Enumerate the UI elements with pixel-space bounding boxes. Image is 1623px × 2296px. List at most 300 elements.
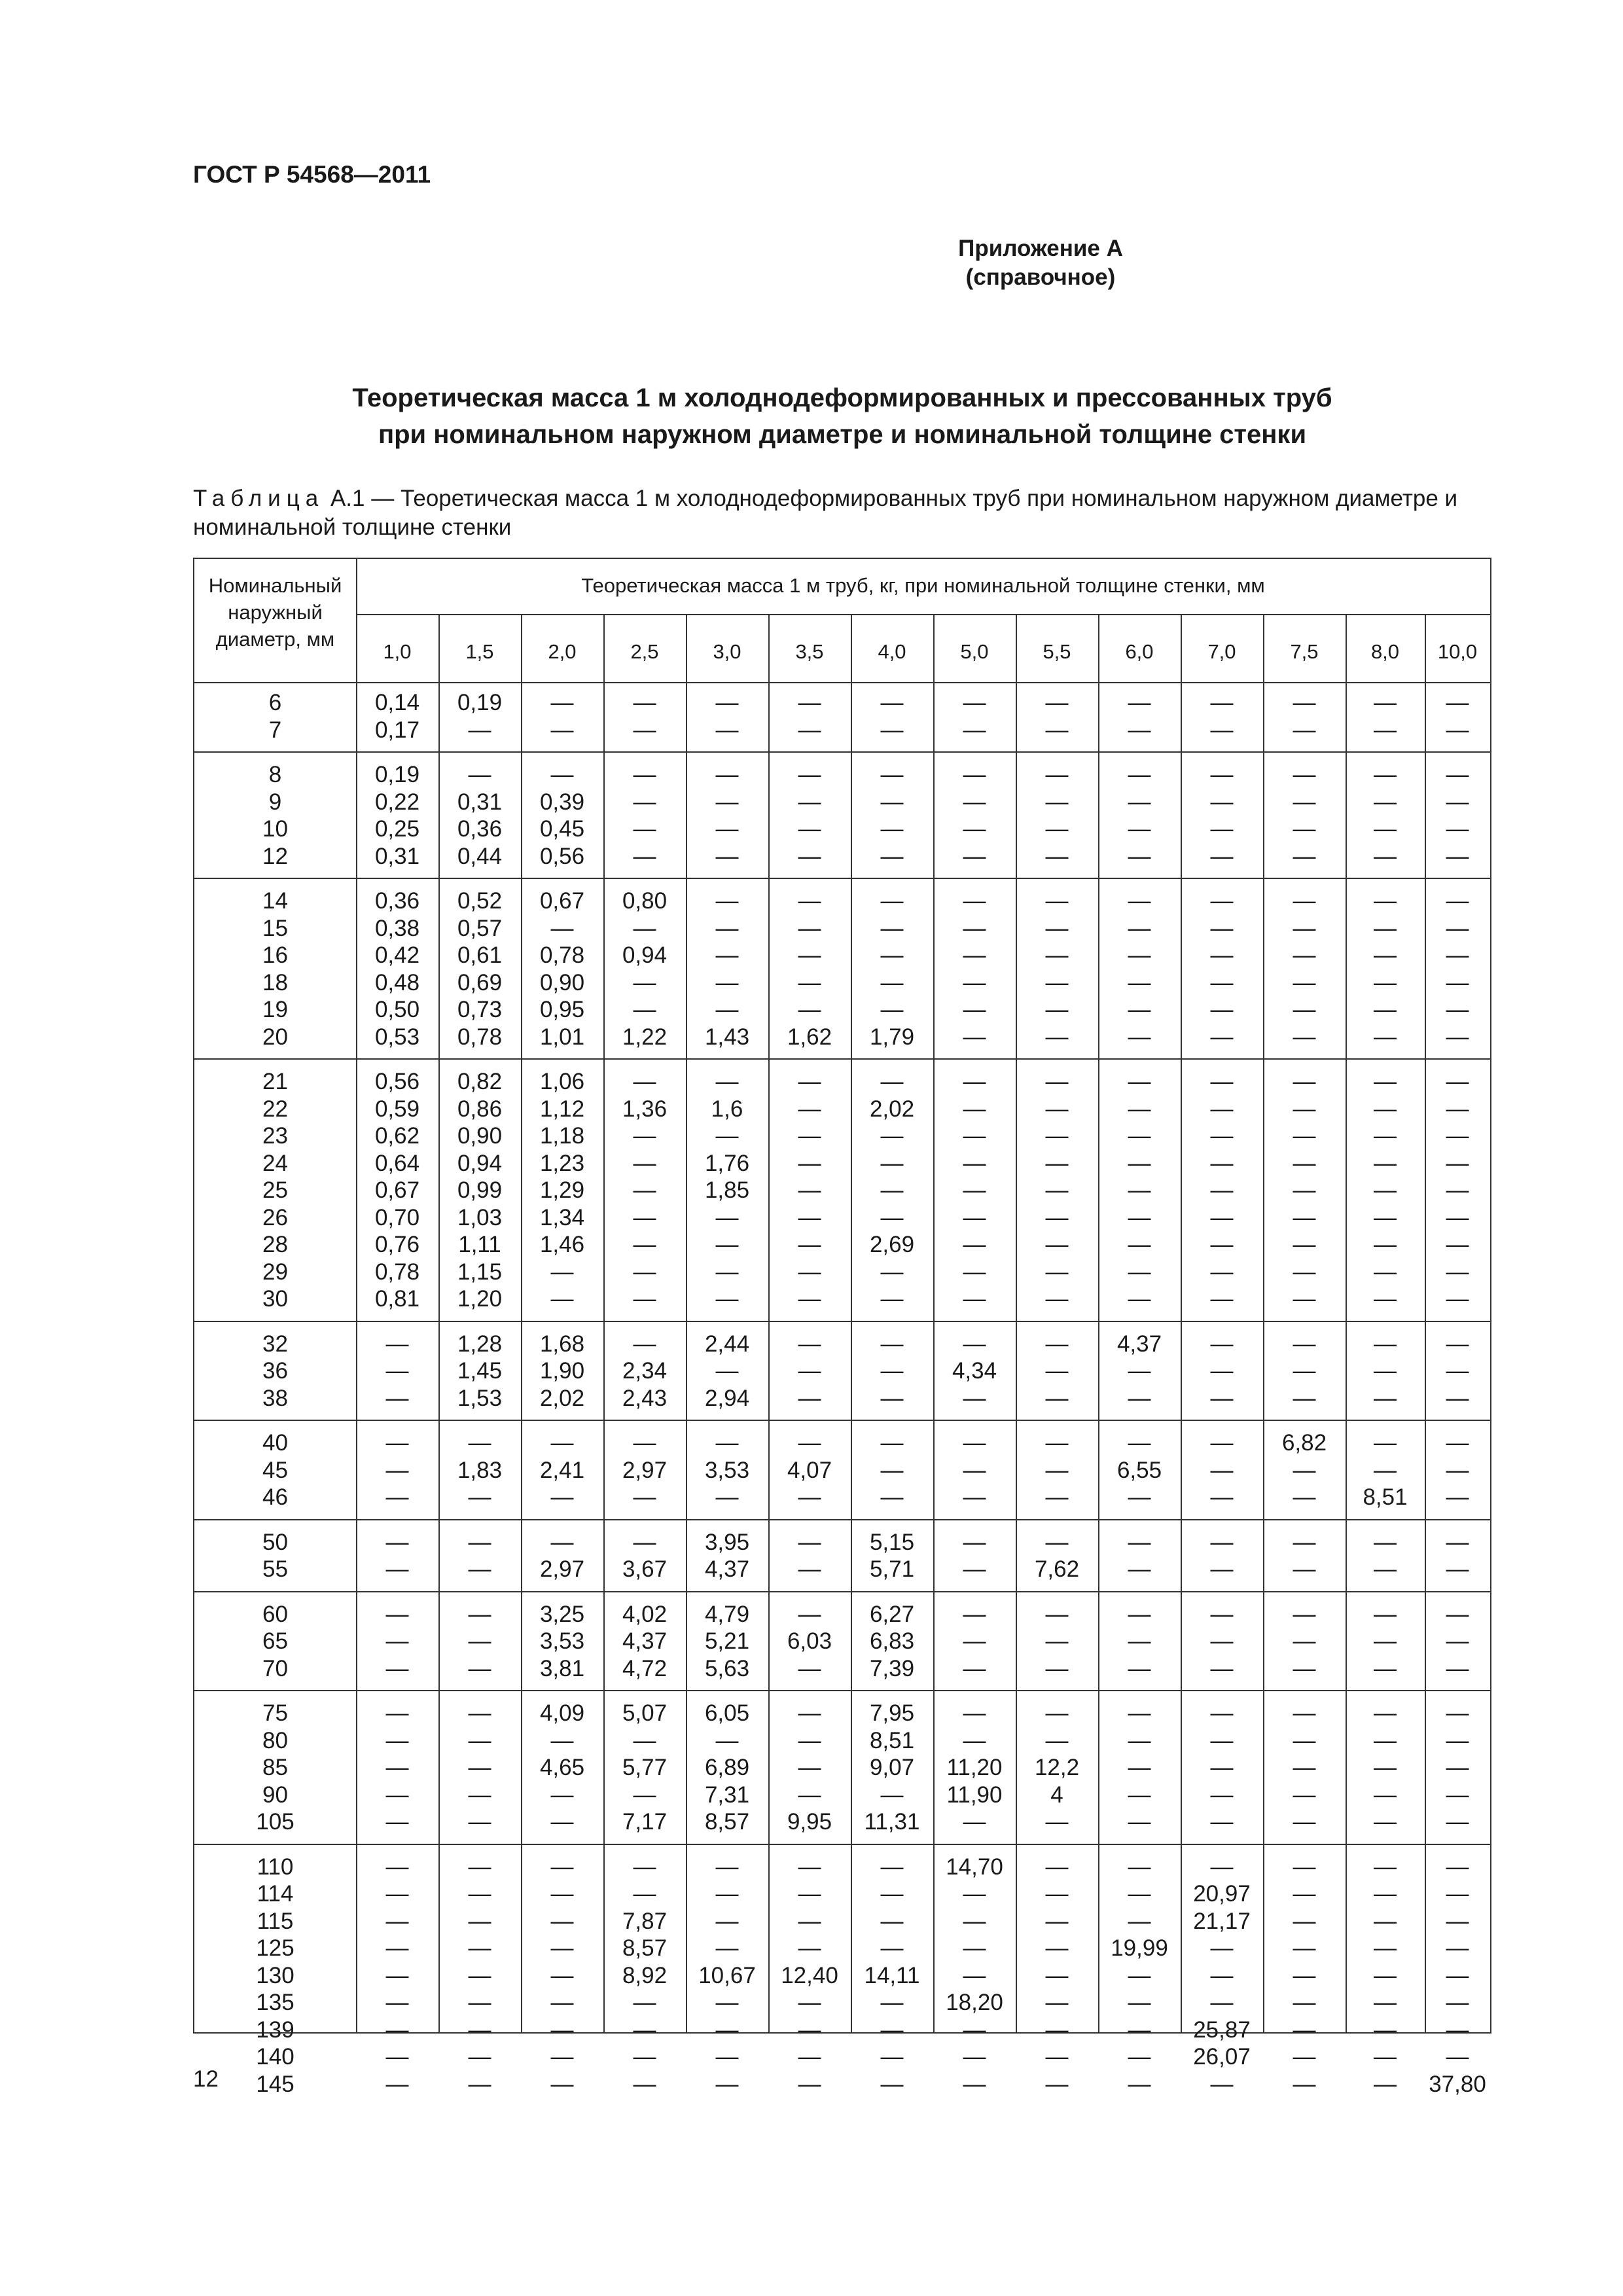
- table-row: —: [1293, 717, 1316, 743]
- mass-cell: [1346, 1429, 1425, 1511]
- table-row: 1,22: [622, 1024, 668, 1050]
- table-row: —: [1446, 1204, 1469, 1230]
- table-row: 0,31: [374, 843, 420, 869]
- table-row: —: [963, 1962, 986, 1988]
- mass-cell: [1346, 1331, 1425, 1412]
- diameter-cell: [194, 761, 356, 870]
- mass-cell: [1263, 1601, 1346, 1683]
- table-row: —: [1446, 1962, 1469, 1988]
- table-row: 0,48: [374, 969, 420, 996]
- table-row: 4,02: [622, 1601, 668, 1627]
- table-row: —: [1293, 1935, 1316, 1961]
- mass-cell: [686, 1601, 768, 1683]
- table-row: 0,95: [539, 997, 585, 1022]
- table-row: —: [1128, 762, 1151, 787]
- mass-cell: [851, 1854, 933, 2098]
- table-row: —: [1446, 1809, 1469, 1835]
- table-row: —: [1293, 1385, 1316, 1411]
- table-row: 0,36: [374, 888, 420, 914]
- table-row: —: [715, 789, 739, 815]
- table-row: —: [715, 816, 739, 842]
- table-row: 8,57: [704, 1809, 750, 1835]
- table-row: —: [550, 1727, 574, 1753]
- table-row: —: [1210, 1123, 1234, 1149]
- table-row: —: [1128, 1990, 1151, 2015]
- table-row: —: [880, 843, 904, 869]
- table-row: —: [1045, 789, 1069, 815]
- table-row: —: [1045, 942, 1069, 968]
- table-row: —: [1210, 1700, 1234, 1726]
- table-row: —: [633, 1529, 656, 1555]
- table-row: —: [963, 915, 986, 941]
- table-row: —: [1374, 1069, 1397, 1094]
- table-row: 4,37: [1116, 1331, 1162, 1357]
- table-row: —: [1374, 1177, 1397, 1203]
- table-row: 5,71: [869, 1556, 915, 1582]
- table-row: —: [550, 1935, 574, 1961]
- table-row: 26,07: [1193, 2044, 1251, 2070]
- table-row: —: [550, 1962, 574, 1988]
- table-row: 30: [262, 1286, 288, 1312]
- col-header-thickness: 2,5: [630, 640, 659, 663]
- table-row: —: [1210, 789, 1234, 815]
- mass-cell: [768, 888, 851, 1050]
- mass-cell: [1181, 761, 1263, 870]
- mass-cell: [438, 1854, 521, 2098]
- column-divider: [1181, 614, 1182, 2032]
- table-row: —: [880, 1358, 904, 1384]
- table-row: 2,97: [622, 1457, 668, 1483]
- mass-cell: [1181, 1068, 1263, 1313]
- table-row: 0,90: [457, 1123, 503, 1149]
- mass-cell: [521, 1429, 603, 1511]
- table-row: —: [1128, 888, 1151, 914]
- table-row: 4,37: [704, 1556, 750, 1582]
- table-row: 1,18: [539, 1123, 585, 1149]
- table-row: —: [798, 1854, 821, 1880]
- table-row: —: [1128, 816, 1151, 842]
- mass-cell: [438, 1068, 521, 1313]
- appendix-title: Приложение А: [958, 236, 1123, 261]
- table-row: —: [798, 1655, 821, 1681]
- table-row: 4,07: [787, 1457, 832, 1483]
- table-row: —: [798, 915, 821, 941]
- table-row: —: [1374, 1556, 1397, 1582]
- table-row: —: [1293, 1232, 1316, 1257]
- table-row: —: [1210, 997, 1234, 1022]
- table-row: 6,82: [1281, 1430, 1327, 1456]
- table-row: —: [1128, 789, 1151, 815]
- table-row: —: [1446, 1556, 1469, 1582]
- table-row: —: [963, 1259, 986, 1285]
- mass-cell: [603, 689, 686, 744]
- mass-cell: [603, 1854, 686, 2098]
- table-row: 5,07: [622, 1700, 668, 1726]
- mass-cell: [768, 689, 851, 744]
- table-row: —: [1045, 690, 1069, 715]
- table-row: —: [963, 816, 986, 842]
- table-row: —: [1293, 969, 1316, 996]
- table-row: —: [1128, 1385, 1151, 1411]
- col-header-thickness: 1,5: [465, 640, 494, 663]
- table-row: 4,37: [622, 1628, 668, 1654]
- mass-cell: [1098, 1429, 1181, 1511]
- table-row: 36: [262, 1358, 288, 1384]
- table-row: —: [880, 942, 904, 968]
- table-row: —: [633, 1123, 656, 1149]
- table-row: —: [715, 1727, 739, 1753]
- mass-cell: [686, 1429, 768, 1511]
- table-row: —: [468, 1809, 491, 1835]
- table-row: 0,38: [374, 915, 420, 941]
- table-row: —: [1293, 1755, 1316, 1780]
- mass-cell: [933, 761, 1016, 870]
- table-row: —: [1045, 1150, 1069, 1176]
- mass-cell: [1181, 1429, 1263, 1511]
- table-row: 0,67: [374, 1177, 420, 1203]
- table-row: —: [880, 1204, 904, 1230]
- mass-cell: [1425, 1854, 1490, 2098]
- table-row: —: [1045, 1232, 1069, 1257]
- table-row: —: [1374, 1457, 1397, 1483]
- table-row: —: [1210, 1755, 1234, 1780]
- mass-cell: [1016, 689, 1098, 744]
- table-row: —: [880, 1881, 904, 1907]
- table-row: —: [550, 1990, 574, 2015]
- column-divider: [1425, 614, 1426, 2032]
- mass-cell: [1346, 761, 1425, 870]
- table-row: —: [880, 969, 904, 996]
- mass-cell: [851, 1331, 933, 1412]
- header-divider: [356, 614, 1490, 615]
- mass-cell: [1263, 689, 1346, 744]
- group-divider: [194, 1591, 1490, 1592]
- table-row: —: [1446, 1096, 1469, 1122]
- table-row: 6,83: [869, 1628, 915, 1654]
- table-row: —: [880, 789, 904, 815]
- table-row: —: [1293, 843, 1316, 869]
- table-row: 0,19: [457, 690, 503, 715]
- mass-cell: [933, 888, 1016, 1050]
- table-row: —: [1374, 1430, 1397, 1456]
- table-row: —: [963, 888, 986, 914]
- table-row: —: [468, 1601, 491, 1627]
- table-row: 7,87: [622, 1908, 668, 1934]
- table-row: 0,45: [539, 816, 585, 842]
- table-row: —: [1210, 1782, 1234, 1808]
- table-row: —: [1293, 1024, 1316, 1050]
- table-row: —: [798, 789, 821, 815]
- section-title-line: Теоретическая масса 1 м холоднодеформированных и прессованных труб: [352, 384, 1332, 412]
- table-row: 0,44: [457, 843, 503, 869]
- table-row: —: [1374, 1628, 1397, 1654]
- table-row-group: [194, 761, 1490, 870]
- table-row: —: [1374, 1854, 1397, 1880]
- table-row: 0,56: [539, 843, 585, 869]
- table-row: 20: [262, 1024, 288, 1050]
- table-row: —: [1374, 997, 1397, 1022]
- table-row: —: [1446, 1358, 1469, 1384]
- table-row: —: [633, 1286, 656, 1312]
- table-row: —: [1210, 888, 1234, 914]
- table-row: —: [963, 1484, 986, 1510]
- col-header-thickness: 10,0: [1437, 640, 1478, 663]
- table-row: —: [1374, 1908, 1397, 1934]
- table-row: 3,95: [704, 1529, 750, 1555]
- col-header-thickness: 4,0: [878, 640, 906, 663]
- table-row: 4,65: [539, 1755, 585, 1780]
- table-row: 18: [262, 969, 288, 996]
- table-row: —: [550, 1881, 574, 1907]
- table-row: —: [1210, 1385, 1234, 1411]
- table-row: —: [1374, 2044, 1397, 2070]
- table-row: 0,82: [457, 1069, 503, 1094]
- table-row: —: [1045, 1655, 1069, 1681]
- mass-cell: [933, 1331, 1016, 1412]
- table-row: 7,39: [869, 1655, 915, 1681]
- mass-cell: [1263, 1700, 1346, 1836]
- table-row: —: [1045, 1990, 1069, 2015]
- table-row: —: [1045, 1881, 1069, 1907]
- mass-cell: [1181, 1529, 1263, 1583]
- table-row: —: [1374, 1150, 1397, 1176]
- table-row: 1,43: [704, 1024, 750, 1050]
- diameter-cell: [194, 1068, 356, 1313]
- table-row: —: [1045, 1484, 1069, 1510]
- table-row: 8: [268, 762, 282, 787]
- table-row: —: [715, 690, 739, 715]
- mass-cell: [356, 1601, 438, 1683]
- table-row: —: [963, 942, 986, 968]
- mass-cell: [1263, 1529, 1346, 1583]
- mass-cell: [851, 761, 933, 870]
- mass-cell: [1346, 1068, 1425, 1313]
- table-row: 21,17: [1193, 1908, 1251, 1934]
- table-row: —: [550, 1809, 574, 1835]
- mass-cell: [686, 1068, 768, 1313]
- table-row: —: [468, 1700, 491, 1726]
- table-row: —: [963, 1069, 986, 1094]
- table-row: —: [798, 1430, 821, 1456]
- mass-cell: [1425, 761, 1490, 870]
- table-row: —: [715, 843, 739, 869]
- table-row: —: [963, 2017, 986, 2043]
- mass-cell: [1263, 1331, 1346, 1412]
- table-row: —: [1128, 1700, 1151, 1726]
- table-row: —: [1128, 1727, 1151, 1753]
- table-row: —: [1045, 1385, 1069, 1411]
- table-row: —: [963, 1123, 986, 1149]
- table-row: —: [1293, 690, 1316, 715]
- table-row: 20,97: [1193, 1881, 1251, 1907]
- table-row: —: [633, 1782, 656, 1808]
- table-row: —: [1210, 1655, 1234, 1681]
- mass-cell: [768, 1601, 851, 1683]
- mass-cell: [686, 1529, 768, 1583]
- table-row: —: [1446, 843, 1469, 869]
- table-row: —: [1446, 1935, 1469, 1961]
- table-row: —: [633, 1204, 656, 1230]
- mass-cell: [356, 888, 438, 1050]
- table-row: —: [1128, 690, 1151, 715]
- table-row: —: [1374, 1809, 1397, 1835]
- table-row: —: [798, 1727, 821, 1753]
- table-row: —: [798, 1358, 821, 1384]
- table-row: 130: [256, 1962, 294, 1988]
- column-divider: [686, 614, 687, 2032]
- table-row: —: [715, 2071, 739, 2097]
- table-row: —: [1374, 1232, 1397, 1257]
- table-row: —: [715, 717, 739, 743]
- table-row: —: [963, 2071, 986, 2097]
- table-row: —: [1210, 843, 1234, 869]
- table-row: 110: [257, 1854, 294, 1880]
- table-row: 5,15: [869, 1529, 915, 1555]
- table-row: —: [1128, 1655, 1151, 1681]
- table-row: —: [963, 1150, 986, 1176]
- table-caption-label: Таблица: [193, 486, 325, 511]
- mass-cell: [933, 1854, 1016, 2098]
- table-row: —: [1045, 1096, 1069, 1122]
- table-row: 2,43: [622, 1385, 668, 1411]
- table-row: —: [880, 1908, 904, 1934]
- mass-cell: [356, 1331, 438, 1412]
- table-row: —: [1293, 1177, 1316, 1203]
- mass-cell: [686, 689, 768, 744]
- mass-cell: [521, 1331, 603, 1412]
- table-row: 26: [262, 1204, 288, 1230]
- mass-cell: [1346, 1854, 1425, 2098]
- table-row: —: [798, 888, 821, 914]
- table-row: 4,09: [539, 1700, 585, 1726]
- table-row: —: [550, 717, 574, 743]
- table-row: —: [1446, 816, 1469, 842]
- table-row: —: [715, 1881, 739, 1907]
- table-row: —: [880, 1150, 904, 1176]
- table-row: —: [1374, 1990, 1397, 2015]
- table-row: —: [1128, 1232, 1151, 1257]
- table-row: 2,44: [704, 1331, 750, 1357]
- table-row: 18,20: [946, 1990, 1003, 2015]
- table-row: —: [880, 816, 904, 842]
- table-row: —: [1045, 1204, 1069, 1230]
- table-row: 1,83: [457, 1457, 503, 1483]
- table-row: —: [963, 690, 986, 715]
- table-row: —: [633, 1484, 656, 1510]
- table-row: 5,77: [622, 1755, 668, 1780]
- table-row: —: [1210, 1556, 1234, 1582]
- table-row: —: [715, 762, 739, 787]
- table-row: —: [880, 1385, 904, 1411]
- table-row: —: [1293, 1096, 1316, 1122]
- table-row: —: [1128, 2071, 1151, 2097]
- table-row: 70: [262, 1655, 288, 1681]
- mass-cell: [603, 1068, 686, 1313]
- table-row: —: [1045, 2071, 1069, 2097]
- table-row: —: [1128, 1529, 1151, 1555]
- table-row: 24: [262, 1150, 288, 1176]
- table-row: —: [633, 717, 656, 743]
- mass-cell: [1016, 761, 1098, 870]
- mass-cell: [1098, 1331, 1181, 1412]
- mass-cell: [686, 1331, 768, 1412]
- column-divider: [521, 614, 522, 2032]
- table-row: —: [1045, 1935, 1069, 1961]
- table-row: —: [798, 717, 821, 743]
- table-row: —: [633, 1259, 656, 1285]
- table-row: —: [798, 942, 821, 968]
- table-row: —: [963, 1700, 986, 1726]
- table-row: —: [550, 1529, 574, 1555]
- table-row: 0,59: [374, 1096, 420, 1122]
- table-row: —: [798, 690, 821, 715]
- table-row: —: [1374, 762, 1397, 787]
- table-row: —: [1045, 1727, 1069, 1753]
- table-row: 0,80: [622, 888, 668, 914]
- table-row: 0,76: [374, 1232, 420, 1257]
- table-row: —: [880, 1484, 904, 1510]
- table-row: 1,85: [704, 1177, 750, 1203]
- mass-cell: [1181, 888, 1263, 1050]
- mass-cell: [686, 1854, 768, 2098]
- table-row: —: [1045, 1177, 1069, 1203]
- mass-cell: [1346, 888, 1425, 1050]
- table-row: —: [1374, 1286, 1397, 1312]
- table-row: —: [880, 762, 904, 787]
- table-row: 2,94: [704, 1385, 750, 1411]
- mass-cell: [521, 761, 603, 870]
- table-row: 4,79: [704, 1601, 750, 1627]
- table-row: —: [1374, 1655, 1397, 1681]
- table-caption-text: А.1 — Теоретическая масса 1 м холоднодеформированных труб при номинальном наружном диаметре и номинальной толщине стенки: [193, 486, 1458, 540]
- table-row: —: [1045, 915, 1069, 941]
- mass-cell: [1181, 1854, 1263, 2098]
- table-row: —: [963, 1385, 986, 1411]
- col-header-mass: Теоретическая масса 1 м труб, кг, при номинальной толщине стенки, мм: [581, 574, 1265, 597]
- table-row: —: [1374, 1962, 1397, 1988]
- table-row: —: [715, 1358, 739, 1384]
- col-header-thickness: 5,5: [1043, 640, 1071, 663]
- column-divider: [603, 614, 605, 2032]
- table-row: —: [1128, 1177, 1151, 1203]
- table-row: —: [1210, 969, 1234, 996]
- header-bottom-rule: [194, 682, 1490, 683]
- table-row: 0,56: [374, 1069, 420, 1094]
- table-row: —: [1293, 1529, 1316, 1555]
- table-row: —: [798, 1123, 821, 1149]
- table-row: 115: [257, 1908, 294, 1934]
- table-row: —: [880, 717, 904, 743]
- table-row-group: [194, 888, 1490, 1050]
- mass-cell: [1425, 1331, 1490, 1412]
- table-row: —: [1210, 762, 1234, 787]
- table-row: —: [550, 690, 574, 715]
- table-row: —: [715, 1430, 739, 1456]
- table-row: 9: [268, 789, 282, 815]
- table-row: 1,79: [869, 1024, 915, 1050]
- table-row: —: [1210, 1457, 1234, 1483]
- table-row: —: [1293, 997, 1316, 1022]
- table-row: —: [633, 1727, 656, 1753]
- table-row: —: [1045, 1457, 1069, 1483]
- table-row: —: [1128, 2044, 1151, 2070]
- mass-cell: [933, 1529, 1016, 1583]
- mass-cell: [768, 1700, 851, 1836]
- table-row: 2,34: [622, 1358, 668, 1384]
- table-row: 11,20: [946, 1755, 1003, 1780]
- mass-cell: [1098, 888, 1181, 1050]
- table-row: —: [798, 1935, 821, 1961]
